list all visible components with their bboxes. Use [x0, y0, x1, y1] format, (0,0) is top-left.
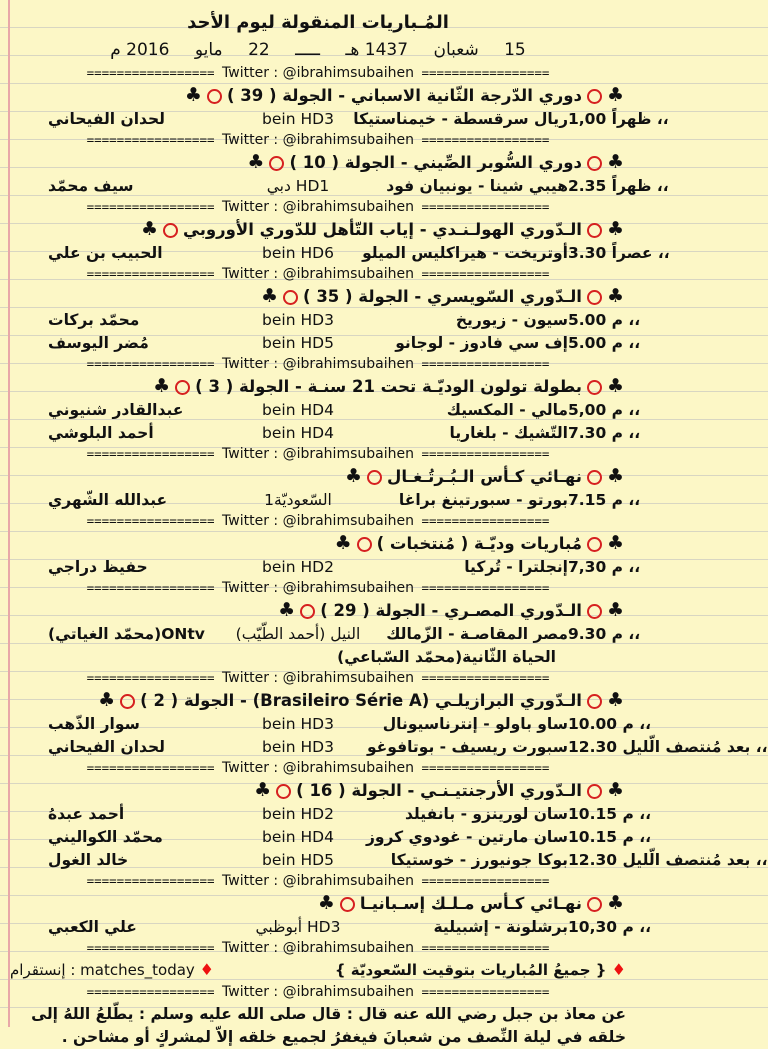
- match-channel: دبي HD1: [266, 177, 330, 195]
- match-teams: ريال سرقسطة - خيمناستيكا: [353, 110, 568, 128]
- separator-left: =================: [86, 760, 215, 775]
- section-header: [10, 283, 626, 309]
- section-title: الـدّوري الأرجنتيـنـي - الجولة ( 16 ): [296, 781, 582, 800]
- match-commentator: أحمد عبدهُ: [48, 805, 125, 823]
- separator: [10, 198, 626, 216]
- match-time: 12.30 بعد مُنتصف الّليل ،،: [568, 851, 768, 869]
- red-circle-icon: [587, 89, 602, 104]
- separator: [10, 669, 626, 687]
- match-teams: هيبي شينا - يونبيان فود: [386, 177, 568, 195]
- match-channel: bein HD3: [262, 715, 334, 733]
- match-teams: سان لورينزو - بانفيلد: [404, 805, 568, 823]
- match-time: 10.00 م ،،: [568, 715, 651, 733]
- match-row: [10, 422, 641, 445]
- section-header: [10, 149, 626, 175]
- separator-right: =================: [421, 984, 550, 999]
- match-channel: bein HD5: [262, 334, 334, 352]
- section-title: مُباريات وديّـة ( مُنتخبات ): [376, 534, 582, 553]
- separator-left: =================: [86, 513, 215, 528]
- red-circle-icon: [587, 380, 602, 395]
- match-time: 12.30 بعد مُنتصف الّليل ،،: [568, 738, 768, 756]
- section-header: [10, 82, 626, 108]
- club-suit-icon: ♣: [606, 84, 624, 106]
- match-time: 10.15 م ،،: [568, 828, 651, 846]
- section-header: [10, 777, 626, 803]
- separator-right: =================: [421, 580, 550, 595]
- separator-left: =================: [86, 446, 215, 461]
- match-row: [10, 713, 651, 736]
- club-suit-icon: ♣: [334, 532, 352, 554]
- match-time: 3.30 عصراً ،،: [568, 244, 670, 262]
- club-suit-icon: ♣: [344, 465, 363, 487]
- match-commentator: سوار الذّهب: [48, 715, 140, 733]
- twitter-handle: Twitter : @ibrahimsubaihen: [222, 940, 414, 956]
- match-teams: بورتو - سبورتينغ براغا: [398, 491, 568, 509]
- match-channel: أبوظبي HD3: [255, 918, 341, 936]
- red-circle-icon: [357, 537, 372, 552]
- match-teams: سيون - زيوريخ: [455, 311, 568, 329]
- gregorian-day: 22: [248, 40, 270, 60]
- match-teams: بوكا جونيورز - خوستيكا: [390, 851, 568, 869]
- club-suit-icon: ♣: [606, 151, 624, 173]
- red-circle-icon: [587, 784, 602, 799]
- match-teams: إنجلترا - تُركيا: [464, 558, 568, 576]
- match-time: 7.30 م ،،: [568, 424, 641, 442]
- match-extra-channel: الحياة الثّانية(محمّد السّباعي): [337, 648, 556, 666]
- section-title: نهـائي كـأس مـلـك إسـبانيـا: [359, 894, 582, 913]
- separator: [10, 445, 626, 463]
- section-title: الـدّوري الهولـنـدي - إياب التّأهل للدّوري الأوروبي: [183, 220, 582, 239]
- twitter-handle: Twitter : @ibrahimsubaihen: [222, 513, 414, 529]
- club-suit-icon: ♣: [606, 779, 624, 801]
- section-header: [10, 597, 626, 623]
- red-circle-icon: [367, 470, 382, 485]
- twitter-handle: Twitter : @ibrahimsubaihen: [222, 446, 414, 462]
- section-title: دوري السُّوبر الصِّيني - الجولة ( 10 ): [289, 153, 582, 172]
- match-commentator: محمّد بركات: [48, 311, 140, 329]
- match-channel: bein HD4: [262, 424, 334, 442]
- red-circle-icon: [175, 380, 190, 395]
- match-row: [10, 849, 768, 872]
- red-circle-icon: [283, 290, 298, 305]
- match-channel: bein HD6: [262, 244, 334, 262]
- match-row: [10, 803, 651, 826]
- footer-note: [335, 957, 626, 983]
- separator-right: =================: [421, 873, 550, 888]
- match-time: 7,30 م ،،: [568, 558, 641, 576]
- match-time: 2.35 ظهراً ،،: [568, 177, 669, 195]
- date-dash: ـــــ: [295, 40, 321, 60]
- separator-left: =================: [86, 132, 215, 147]
- match-channel: bein HD4: [262, 828, 334, 846]
- match-channel: bein HD5: [262, 851, 334, 869]
- red-diamond-icon: ♦: [611, 960, 626, 979]
- match-channel: السّعوديّة1: [264, 491, 332, 509]
- hijri-year: 1437 هـ: [345, 40, 409, 60]
- club-suit-icon: ♣: [606, 892, 624, 914]
- match-row: [10, 826, 651, 849]
- match-channel: bein HD2: [262, 805, 334, 823]
- club-suit-icon: ♣: [606, 689, 624, 711]
- club-suit-icon: ♣: [98, 689, 116, 711]
- match-row: [10, 623, 641, 646]
- club-suit-icon: ♣: [140, 218, 159, 240]
- match-row: [10, 916, 651, 939]
- match-row: [10, 332, 641, 355]
- match-commentator: ONtv(محمّد الغياتي): [48, 625, 205, 643]
- red-circle-icon: [587, 604, 602, 619]
- separator-left: =================: [86, 984, 215, 999]
- hijri-day: 15: [504, 40, 526, 60]
- twitter-handle: Twitter : @ibrahimsubaihen: [222, 356, 414, 372]
- separator-right: =================: [421, 446, 550, 461]
- red-circle-icon: [587, 537, 602, 552]
- separator-right: =================: [421, 513, 550, 528]
- match-teams: ساو باولو - إنترناسيونال: [382, 715, 568, 733]
- match-channel: bein HD3: [262, 738, 334, 756]
- twitter-handle: Twitter : @ibrahimsubaihen: [222, 199, 414, 215]
- red-circle-icon: [300, 604, 315, 619]
- separator-left: =================: [86, 356, 215, 371]
- hadith-text: عن معاذ بن جبل رضي الله عنه قال : قال صلى الله عليه وسلم : يطّلعُ اللهُ إلى خلقه في ليلة النِّصف من شعبانَ فيغفرُ لجميع خلقه إلاّ لمشركٍ أو مشاحن .: [31, 1005, 626, 1046]
- gregorian-month: مايو: [194, 40, 223, 60]
- match-time: 5.00 م ،،: [568, 311, 641, 329]
- match-commentator: عبدالله الشّهري: [48, 491, 168, 509]
- match-teams: إف سي فادوز - لوجانو: [395, 334, 568, 352]
- sections-list: [10, 64, 768, 957]
- match-row: [10, 489, 641, 512]
- section-header: [10, 216, 626, 242]
- separator: [10, 759, 626, 777]
- match-time: 10,30 م ،،: [568, 918, 651, 936]
- club-suit-icon: ♣: [153, 375, 171, 397]
- match-time: 1,00 ظهراً ،،: [568, 110, 669, 128]
- club-suit-icon: ♣: [606, 218, 624, 240]
- match-teams: التّشيك - بلغاريا: [449, 424, 568, 442]
- match-row: [10, 108, 669, 131]
- red-circle-icon: [269, 156, 284, 171]
- match-channel: bein HD2: [262, 558, 334, 576]
- club-suit-icon: ♣: [184, 84, 202, 106]
- twitter-handle: Twitter : @ibrahimsubaihen: [222, 760, 414, 776]
- match-teams: سان مارتين - غودوي كروز: [365, 828, 568, 846]
- gregorian-year: 2016 م: [110, 40, 170, 60]
- red-diamond-icon: ♦: [199, 960, 214, 979]
- section-title: دوري الدّرجة الثّانية الاسباني - الجولة ( 39 ): [226, 86, 582, 105]
- match-commentator: مُضر اليوسف: [48, 334, 149, 352]
- separator: [10, 512, 626, 530]
- club-suit-icon: ♣: [254, 779, 272, 801]
- red-circle-icon: [587, 290, 602, 305]
- club-suit-icon: ♣: [606, 532, 624, 554]
- match-commentator: أحمد البلوشي: [48, 424, 154, 442]
- section-header: [10, 530, 626, 556]
- separator-right: =================: [421, 760, 550, 775]
- match-row: [10, 242, 670, 265]
- twitter-handle: Twitter : @ibrahimsubaihen: [222, 266, 414, 282]
- match-teams: سبورت ريسيف - بوتافوغو: [366, 738, 568, 756]
- match-time: 9.30 م ،،: [568, 625, 641, 643]
- match-teams: برشلونة - إشبيلية: [433, 918, 568, 936]
- separator-right: =================: [421, 199, 550, 214]
- twitter-handle: Twitter : @ibrahimsubaihen: [222, 65, 414, 81]
- section-header: [10, 463, 626, 489]
- match-channel: bein HD3: [262, 110, 334, 128]
- hijri-month: شعبان: [433, 40, 479, 60]
- separator-left: =================: [86, 580, 215, 595]
- club-suit-icon: ♣: [606, 375, 624, 397]
- match-channel: bein HD3: [262, 311, 334, 329]
- club-suit-icon: ♣: [606, 285, 624, 307]
- section-title: بطولة تولون الوديّـة تحت 21 سنـة - الجولة ( 3 ): [195, 377, 582, 396]
- match-commentator: حفيظ دراجي: [48, 558, 148, 576]
- match-time: 5,00 م ،،: [568, 401, 641, 419]
- separator-right: =================: [421, 356, 550, 371]
- match-time: 7.15 م ،،: [568, 491, 641, 509]
- twitter-handle: Twitter : @ibrahimsubaihen: [222, 984, 414, 1000]
- red-circle-icon: [120, 694, 135, 709]
- footer-row: [10, 957, 626, 983]
- section-title: الـدّوري البرازيلـي (Brasileiro Série A) - الجولة ( 2 ): [140, 691, 582, 710]
- red-circle-icon: [276, 784, 291, 799]
- separator-right: =================: [421, 132, 550, 147]
- match-commentator: لحدان الفيحاني: [48, 110, 165, 128]
- footer-note-text: { جميعُ المُباريات بتوقيت السّعوديّة }: [334, 961, 607, 979]
- match-commentator: لحدان الفيحاني: [48, 738, 165, 756]
- separator-right: =================: [421, 940, 550, 955]
- twitter-handle: Twitter : @ibrahimsubaihen: [222, 670, 414, 686]
- separator-left: =================: [86, 873, 215, 888]
- instagram-handle: [10, 957, 214, 983]
- club-suit-icon: ♣: [606, 465, 624, 487]
- separator: [10, 872, 626, 890]
- separator: [10, 983, 626, 1001]
- club-suit-icon: ♣: [317, 892, 335, 914]
- section-header: [10, 890, 626, 916]
- separator: [10, 355, 626, 373]
- match-row: [10, 556, 641, 579]
- instagram-text: إنستقرام : matches_today: [10, 961, 195, 979]
- separator-left: =================: [86, 199, 215, 214]
- club-suit-icon: ♣: [278, 599, 296, 621]
- separator-right: =================: [421, 65, 550, 80]
- club-suit-icon: ♣: [260, 285, 279, 307]
- match-channel: النيل (أحمد الطّيّب): [235, 625, 361, 643]
- match-teams: مصر المقاصـة - الزّمالك: [386, 625, 568, 643]
- separator: [10, 64, 626, 82]
- match-time: 5.00 م ،،: [568, 334, 641, 352]
- match-time: 10.15 م ،،: [568, 805, 651, 823]
- match-teams: أوتريخت - هيراكليس الميلو: [362, 244, 568, 262]
- twitter-handle: Twitter : @ibrahimsubaihen: [222, 132, 414, 148]
- section-title: الـدّوري المصـري - الجولة ( 29 ): [320, 601, 582, 620]
- red-circle-icon: [587, 223, 602, 238]
- match-row: [10, 309, 641, 332]
- section-title: نهـائي كـأس الـبُـرتُـغـال: [387, 467, 582, 486]
- separator-left: =================: [86, 266, 215, 281]
- match-row: [10, 175, 669, 198]
- red-circle-icon: [587, 897, 602, 912]
- separator: [10, 579, 626, 597]
- section-header: [10, 373, 626, 399]
- separator-right: =================: [421, 266, 550, 281]
- separator-right: =================: [421, 670, 550, 685]
- separator: [10, 939, 626, 957]
- twitter-handle: Twitter : @ibrahimsubaihen: [222, 580, 414, 596]
- page-title: المُـباريات المنقولة ليوم الأحد: [187, 12, 449, 33]
- match-commentator: علي الكعبي: [48, 918, 137, 936]
- twitter-handle: Twitter : @ibrahimsubaihen: [222, 873, 414, 889]
- match-commentator: عبدالقادر شنيوني: [48, 401, 184, 419]
- match-commentator: خالد الغول: [48, 851, 129, 869]
- section-header: [10, 687, 626, 713]
- match-channel: bein HD4: [262, 401, 334, 419]
- section-title: الـدّوري السّويسري - الجولة ( 35 ): [303, 287, 582, 306]
- red-circle-icon: [587, 156, 602, 171]
- separator: [10, 131, 626, 149]
- red-circle-icon: [587, 470, 602, 485]
- match-row: [10, 736, 768, 759]
- match-row: [10, 399, 641, 422]
- match-commentator: محمّد الكواليني: [48, 828, 163, 846]
- red-circle-icon: [587, 694, 602, 709]
- match-commentator: الحبيب بن علي: [48, 244, 163, 262]
- club-suit-icon: ♣: [247, 151, 265, 173]
- red-circle-icon: [163, 223, 178, 238]
- match-teams: مالي - المكسيك: [446, 401, 568, 419]
- separator-left: =================: [86, 670, 215, 685]
- match-commentator: سيف محمّد: [48, 177, 134, 195]
- date-line: [10, 36, 626, 64]
- separator-left: =================: [86, 940, 215, 955]
- red-circle-icon: [207, 89, 222, 104]
- separator-left: =================: [86, 65, 215, 80]
- club-suit-icon: ♣: [606, 599, 624, 621]
- red-circle-icon: [340, 897, 355, 912]
- separator: [10, 265, 626, 283]
